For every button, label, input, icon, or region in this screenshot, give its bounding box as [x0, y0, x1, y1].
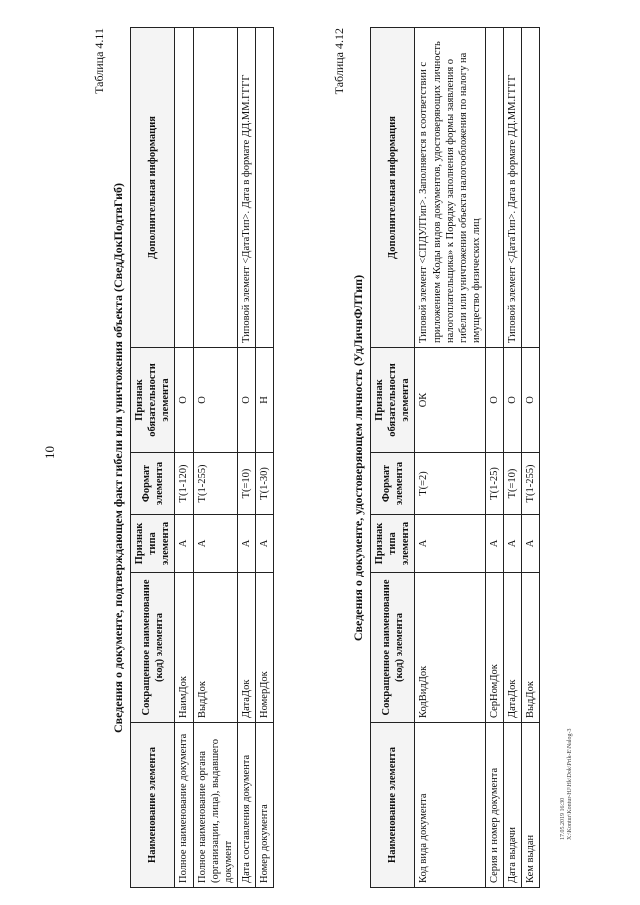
cell: Т(1-255) [193, 453, 237, 515]
header-additional-info: Дополнительная информация [131, 28, 175, 348]
table-block-4-11 [92, 28, 274, 888]
cell: О [175, 348, 193, 453]
header-short-name: Сокращенное наименование (код) элемента [371, 573, 415, 723]
footer-stamp [560, 720, 574, 840]
table-4-11 [130, 27, 274, 888]
cell: Т(=2) [415, 453, 486, 515]
header-type: Признак типа элемента [131, 515, 175, 573]
cell: О [486, 348, 504, 453]
header-additional-info: Дополнительная информация [371, 28, 415, 348]
cell: Н [256, 348, 274, 453]
cell: А [175, 515, 193, 573]
table-row [175, 28, 193, 888]
cell: Т(1-25) [486, 453, 504, 515]
cell: А [256, 515, 274, 573]
header-format: Формат элемента [371, 453, 415, 515]
header-format: Формат элемента [131, 453, 175, 515]
header-required: Признак обязательности элемента [131, 348, 175, 453]
table-header-row [131, 28, 175, 888]
table-number: Таблица 4.11 [92, 28, 106, 94]
cell: НомерДок [256, 573, 274, 723]
table-row [237, 28, 255, 888]
table-4-12 [370, 27, 540, 888]
cell: А [522, 515, 540, 573]
cell: Серия и номер документа [486, 723, 504, 888]
header-type: Признак типа элемента [371, 515, 415, 573]
cell: А [504, 515, 522, 573]
cell: Т(1-120) [175, 453, 193, 515]
cell: Код вида документа [415, 723, 486, 888]
page-number: 10 [42, 446, 57, 459]
cell [175, 28, 193, 348]
footer-date: 17.05.2019 16:30 [560, 797, 566, 840]
rotated-page-content [92, 28, 612, 888]
cell: Дата выдачи [504, 723, 522, 888]
cell: Типовой элемент <ДатаТип>. Дата в формате ДД.ММ.ГГГГ [237, 28, 255, 348]
cell: ВыдДок [193, 573, 237, 723]
cell: Полное наименование документа [175, 723, 193, 888]
cell [486, 28, 504, 348]
cell: Номер документа [256, 723, 274, 888]
cell: Т(=10) [504, 453, 522, 515]
cell: Т(=10) [237, 453, 255, 515]
header-short-name: Сокращенное наименование (код) элемента [131, 573, 175, 723]
header-element-name: Наименование элемента [131, 723, 175, 888]
table-header-row [371, 28, 415, 888]
table-block-4-12 [332, 28, 540, 888]
cell: А [486, 515, 504, 573]
cell: Типовой элемент <ДатаТип>. Дата в формате ДД.ММ.ГГГГ [504, 28, 522, 348]
cell: ДатаДок [504, 573, 522, 723]
table-row [504, 28, 522, 888]
table-number: Таблица 4.12 [332, 28, 346, 95]
header-required: Признак обязательности элемента [371, 348, 415, 453]
header-element-name: Наименование элемента [371, 723, 415, 888]
cell: ОК [415, 348, 486, 453]
cell [256, 28, 274, 348]
table-row [415, 28, 486, 888]
cell: Дата составления документа [237, 723, 255, 888]
cell [193, 28, 237, 348]
cell: ДатаДок [237, 573, 255, 723]
cell: Т(1-255) [522, 453, 540, 515]
cell: А [193, 515, 237, 573]
table-row [486, 28, 504, 888]
table-title: Сведения о документе, подтверждающем факт гибели или уничтожения объекта (СведДокПодтвГиб) [111, 182, 125, 734]
table-title: Сведения о документе, удостоверяющем личность (УдЛичнФЛТип) [351, 274, 365, 642]
table-row [522, 28, 540, 888]
table-row [193, 28, 237, 888]
footer-path: X:\Kontur\Kontur-HJ\Hk\Dok\Prik-E\Nalog-3 [567, 728, 574, 840]
cell: О [193, 348, 237, 453]
cell: А [415, 515, 486, 573]
cell: О [522, 348, 540, 453]
cell: А [237, 515, 255, 573]
cell: КодВидДок [415, 573, 486, 723]
cell: ВыдДок [522, 573, 540, 723]
cell: О [504, 348, 522, 453]
cell: СерНомДок [486, 573, 504, 723]
cell: Т(1-30) [256, 453, 274, 515]
table-row [256, 28, 274, 888]
cell: Кем выдан [522, 723, 540, 888]
cell [522, 28, 540, 348]
cell: Полное наименование органа (организации, лица), выдавшего документ [193, 723, 237, 888]
cell: НаимДок [175, 573, 193, 723]
cell: Типовой элемент <СПДУЛТип>. Заполняется в соответствии с приложением «Коды видов документов, удостоверяющих личность налогоплательщика» к Порядку заполнения формы заявления о гибели или уничтожении объекта налогообложения по налогу на имущество физических лиц [415, 28, 486, 348]
cell: О [237, 348, 255, 453]
